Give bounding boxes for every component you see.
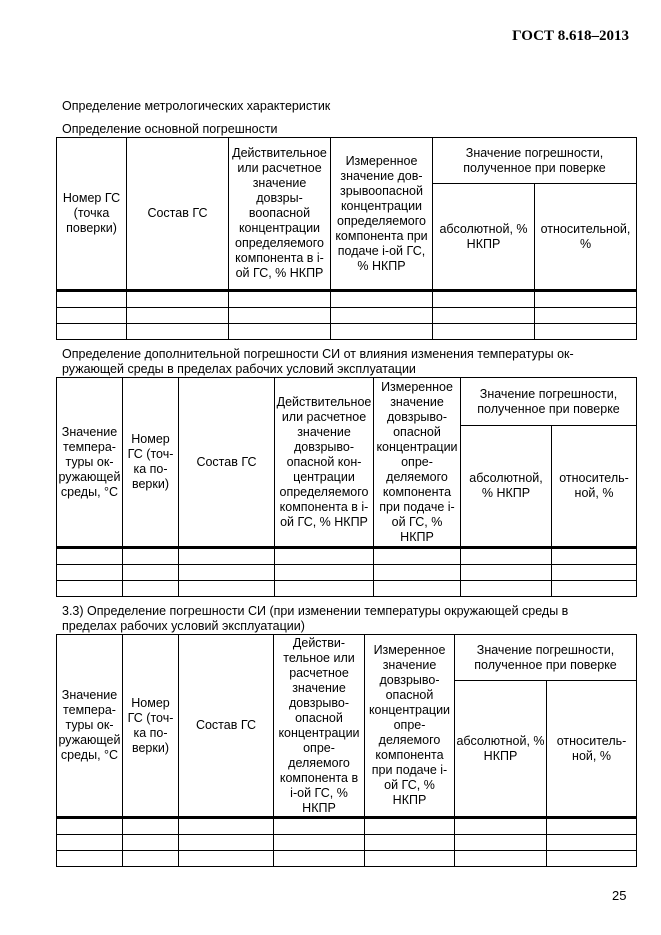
table-row	[57, 565, 637, 581]
additional-error-table	[56, 377, 637, 597]
additional-error-caption: Определение дополнительной погрешности СИ от влияния изменения температуры окружающей среды в пределах рабочих условий эксплуатации	[62, 347, 574, 376]
col-header-composition: Состав ГС	[179, 378, 275, 548]
col-header-composition: Состав ГС	[127, 138, 229, 291]
main-error-table	[56, 137, 637, 340]
col-header-temperature: Значение температуры окружающей среды, °С	[57, 635, 123, 818]
col-header-error-group: Значение погрешности, полученное при поверке	[455, 635, 637, 681]
col-header-measured-value: Измеренное значение довзрывоопасной концентрации определяемого компонента при подаче i-ой ГС, % НКПР	[374, 378, 461, 548]
table-row	[57, 581, 637, 597]
section-heading: Определение метрологических характеристик	[62, 99, 331, 113]
col-header-absolute: абсолютной, % НКПР	[433, 184, 535, 291]
page-number: 25	[612, 888, 627, 903]
col-header-gs-number: Номер ГС (точка поверки)	[57, 138, 127, 291]
col-header-actual-value: Действительное или расчетное значение довзрывоопасной концентрации определяемого компонента в i-ой ГС, % НКПР	[274, 635, 365, 818]
col-header-measured-value: Измеренное значение довзрывоопасной концентрации определяемого компонента при подаче i-ой ГС, % НКПР	[365, 635, 455, 818]
col-header-error-group: Значение погрешности, полученное при поверке	[433, 138, 637, 184]
col-header-actual-value: Действительное или расчетное значение довзрывоопасной концентрации определяемого компонента в i-ой ГС, % НКПР	[229, 138, 331, 291]
col-header-relative: относительной, %	[535, 184, 637, 291]
table-row	[57, 835, 637, 851]
temperature-error-caption: 3.3) Определение погрешности СИ (при изменении температуры окружающей среды в пределах рабочих условий эксплуатации)	[62, 604, 569, 633]
col-header-absolute: абсолютной, % НКПР	[461, 426, 552, 548]
col-header-error-group: Значение погрешности, полученное при поверке	[461, 378, 637, 426]
col-header-absolute: абсолютной, % НКПР	[455, 681, 547, 818]
table-row	[57, 291, 637, 308]
table-row	[57, 851, 637, 867]
col-header-gs-number: Номер ГС (точка поверки)	[123, 378, 179, 548]
table-row	[57, 548, 637, 565]
main-error-caption: Определение основной погрешности	[62, 122, 278, 136]
col-header-measured-value: Измеренное значение довзрывоопасной концентрации определяемого компонента при подаче i-ой ГС, % НКПР	[331, 138, 433, 291]
col-header-relative: относительной, %	[547, 681, 637, 818]
col-header-composition: Состав ГС	[179, 635, 274, 818]
table-row	[57, 818, 637, 835]
col-header-gs-number: Номер ГС (точка поверки)	[123, 635, 179, 818]
col-header-temperature: Значение температуры окружающей среды, °С	[57, 378, 123, 548]
table-row	[57, 324, 637, 340]
standard-header: ГОСТ 8.618–2013	[512, 28, 629, 44]
col-header-relative: относительной, %	[552, 426, 637, 548]
table-row	[57, 308, 637, 324]
col-header-actual-value: Действительное или расчетное значение довзрывоопасной концентрации определяемого компонента в i-ой ГС, % НКПР	[275, 378, 374, 548]
temperature-error-table	[56, 634, 637, 867]
